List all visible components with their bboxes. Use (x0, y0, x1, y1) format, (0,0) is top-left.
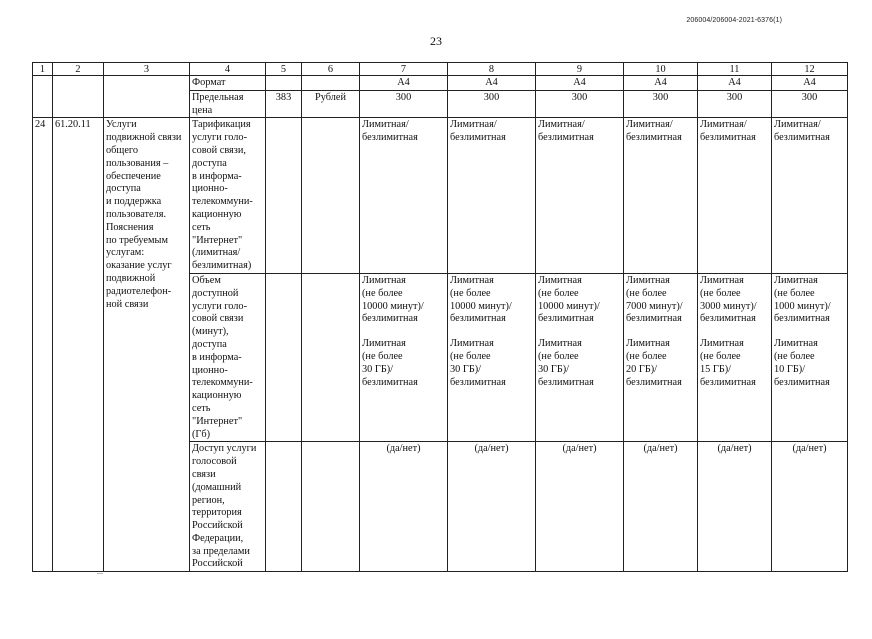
empty-cell (302, 273, 360, 441)
col-num-4: 4 (190, 63, 266, 76)
empty-cell (266, 442, 302, 572)
voice-access-value: (да/нет) (772, 442, 848, 572)
volume-cell (448, 273, 536, 441)
volume-cell (360, 273, 448, 441)
minutes-limit: Лимитная (не более 7000 минут)/ безлимитная (626, 274, 683, 325)
empty-cell (266, 273, 302, 441)
empty-cell (104, 76, 190, 118)
col-num-1: 1 (33, 63, 53, 76)
voice-access-value: (да/нет) (624, 442, 698, 572)
col-num-12: 12 (772, 63, 848, 76)
internet-limit: Лимитная (не более 30 ГБ)/ безлимитная (538, 338, 594, 388)
item-number: 24 (33, 118, 53, 572)
voice-access-value: (да/нет) (360, 442, 448, 572)
item-name: Услуги подвижной связи общего пользования – обеспечение доступа и поддержка пользователя. Пояснения по требуемым услугам: оказание услуг подвижной радиотелефон- ной связи (104, 118, 190, 572)
minutes-limit: Лимитная (не более 1000 минут)/ безлимитная (774, 274, 831, 325)
price-value: 300 (448, 90, 536, 118)
price-value: 300 (536, 90, 624, 118)
volume-label: Объем доступной услуги голо- совой связи (минут), доступа в информа- ционно- телекоммуни- кационную сеть "Интернет" (Гб) (190, 273, 266, 441)
format-value: А4 (360, 76, 448, 91)
minutes-limit: Лимитная (не более 10000 минут)/ безлимитная (450, 274, 512, 325)
col-num-8: 8 (448, 63, 536, 76)
price-value: 300 (624, 90, 698, 118)
col-num-6: 6 (302, 63, 360, 76)
col-num-7: 7 (360, 63, 448, 76)
col-num-2: 2 (53, 63, 104, 76)
internet-limit: Лимитная (не более 30 ГБ)/ безлимитная (450, 338, 506, 388)
scan-mark (97, 573, 103, 574)
minutes-limit: Лимитная (не более 10000 минут)/ безлимитная (538, 274, 600, 325)
price-value: 300 (772, 90, 848, 118)
format-value: А4 (698, 76, 772, 91)
minutes-limit: Лимитная (не более 10000 минут)/ безлимитная (362, 274, 424, 325)
price-value: 300 (698, 90, 772, 118)
price-value: 300 (360, 90, 448, 118)
internet-limit: Лимитная (не более 10 ГБ)/ безлимитная (774, 338, 830, 388)
col-num-11: 11 (698, 63, 772, 76)
okei-code: 383 (266, 90, 302, 118)
tariff-value: Лимитная/ безлимитная (624, 118, 698, 274)
voice-access-value: (да/нет) (448, 442, 536, 572)
voice-access-label: Доступ услуги голосовой связи (домашний регион, территория Российской Федерации, за пределами Российской (190, 442, 266, 572)
minutes-limit: Лимитная (не более 3000 минут)/ безлимитная (700, 274, 757, 325)
volume-cell (698, 273, 772, 441)
page-number: 23 (430, 34, 442, 48)
format-row (33, 76, 848, 91)
empty-cell (302, 442, 360, 572)
col-num-3: 3 (104, 63, 190, 76)
price-label: Предельная цена (190, 90, 266, 118)
empty-cell (266, 76, 302, 91)
specification-table (32, 62, 848, 572)
voice-access-value: (да/нет) (536, 442, 624, 572)
col-num-10: 10 (624, 63, 698, 76)
tariff-value: Лимитная/ безлимитная (536, 118, 624, 274)
format-label: Формат (190, 76, 266, 91)
empty-cell (33, 76, 53, 118)
unit-name: Рублей (302, 90, 360, 118)
empty-cell (53, 76, 104, 118)
tariff-value: Лимитная/ безлимитная (360, 118, 448, 274)
volume-cell (624, 273, 698, 441)
volume-cell (772, 273, 848, 441)
col-num-5: 5 (266, 63, 302, 76)
volume-cell (536, 273, 624, 441)
internet-limit: Лимитная (не более 20 ГБ)/ безлимитная (626, 338, 682, 388)
document-id: 206004/206004-2021-6376(1) (686, 17, 782, 24)
format-value: А4 (536, 76, 624, 91)
tariff-row (33, 118, 848, 274)
internet-limit: Лимитная (не более 15 ГБ)/ безлимитная (700, 338, 756, 388)
column-number-row (33, 63, 848, 76)
empty-cell (302, 118, 360, 274)
internet-limit: Лимитная (не более 30 ГБ)/ безлимитная (362, 338, 418, 388)
tariff-label: Тарификация услуги голо- совой связи, доступа в информа- ционно- телекоммуни- кационную сеть "Интернет" (лимитная/ безлимитная) (190, 118, 266, 274)
okpd-code: 61.20.11 (53, 118, 104, 572)
tariff-value: Лимитная/ безлимитная (448, 118, 536, 274)
empty-cell (302, 76, 360, 91)
voice-access-value: (да/нет) (698, 442, 772, 572)
format-value: А4 (772, 76, 848, 91)
format-value: А4 (448, 76, 536, 91)
tariff-value: Лимитная/ безлимитная (772, 118, 848, 274)
format-value: А4 (624, 76, 698, 91)
empty-cell (266, 118, 302, 274)
tariff-value: Лимитная/ безлимитная (698, 118, 772, 274)
col-num-9: 9 (536, 63, 624, 76)
